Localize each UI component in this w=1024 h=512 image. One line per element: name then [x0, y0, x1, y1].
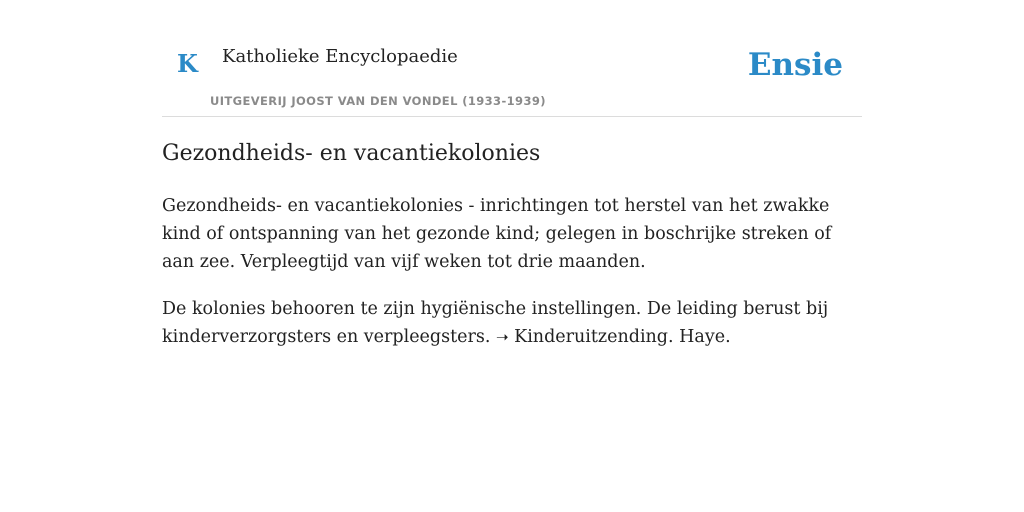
article-paragraph: Gezondheids- en vacantiekolonies - inrichtingen tot herstel van het zwakke kind of ontspanning van het gezonde kind; gelegen in boschrijke streken of aan zee. Verpleegtijd van vijf weken tot drie maanden. [162, 196, 832, 272]
publisher-subtitle: UITGEVERIJ JOOST VAN DEN VONDEL (1933-1939) [210, 94, 546, 108]
ensie-logo[interactable]: Ensie [747, 47, 843, 83]
site-title[interactable]: Katholieke Encyclopaedie [222, 46, 458, 67]
author-signature: . Haye. [668, 327, 731, 347]
arrow-right-icon: ➝ [495, 328, 509, 346]
logo-k-icon[interactable]: K [177, 49, 198, 78]
site-header [162, 30, 862, 117]
cross-reference-link[interactable]: Kinderuitzending [514, 327, 669, 347]
paragraph-text: De kolonies behooren te zijn hygiënische instellingen. De leiding berust bij kinderverzorgsters en verpleegsters. [162, 299, 829, 347]
article [162, 138, 862, 351]
article-title: Gezondheids- en vacantiekolonies [162, 141, 541, 166]
article-paragraph [162, 295, 862, 351]
